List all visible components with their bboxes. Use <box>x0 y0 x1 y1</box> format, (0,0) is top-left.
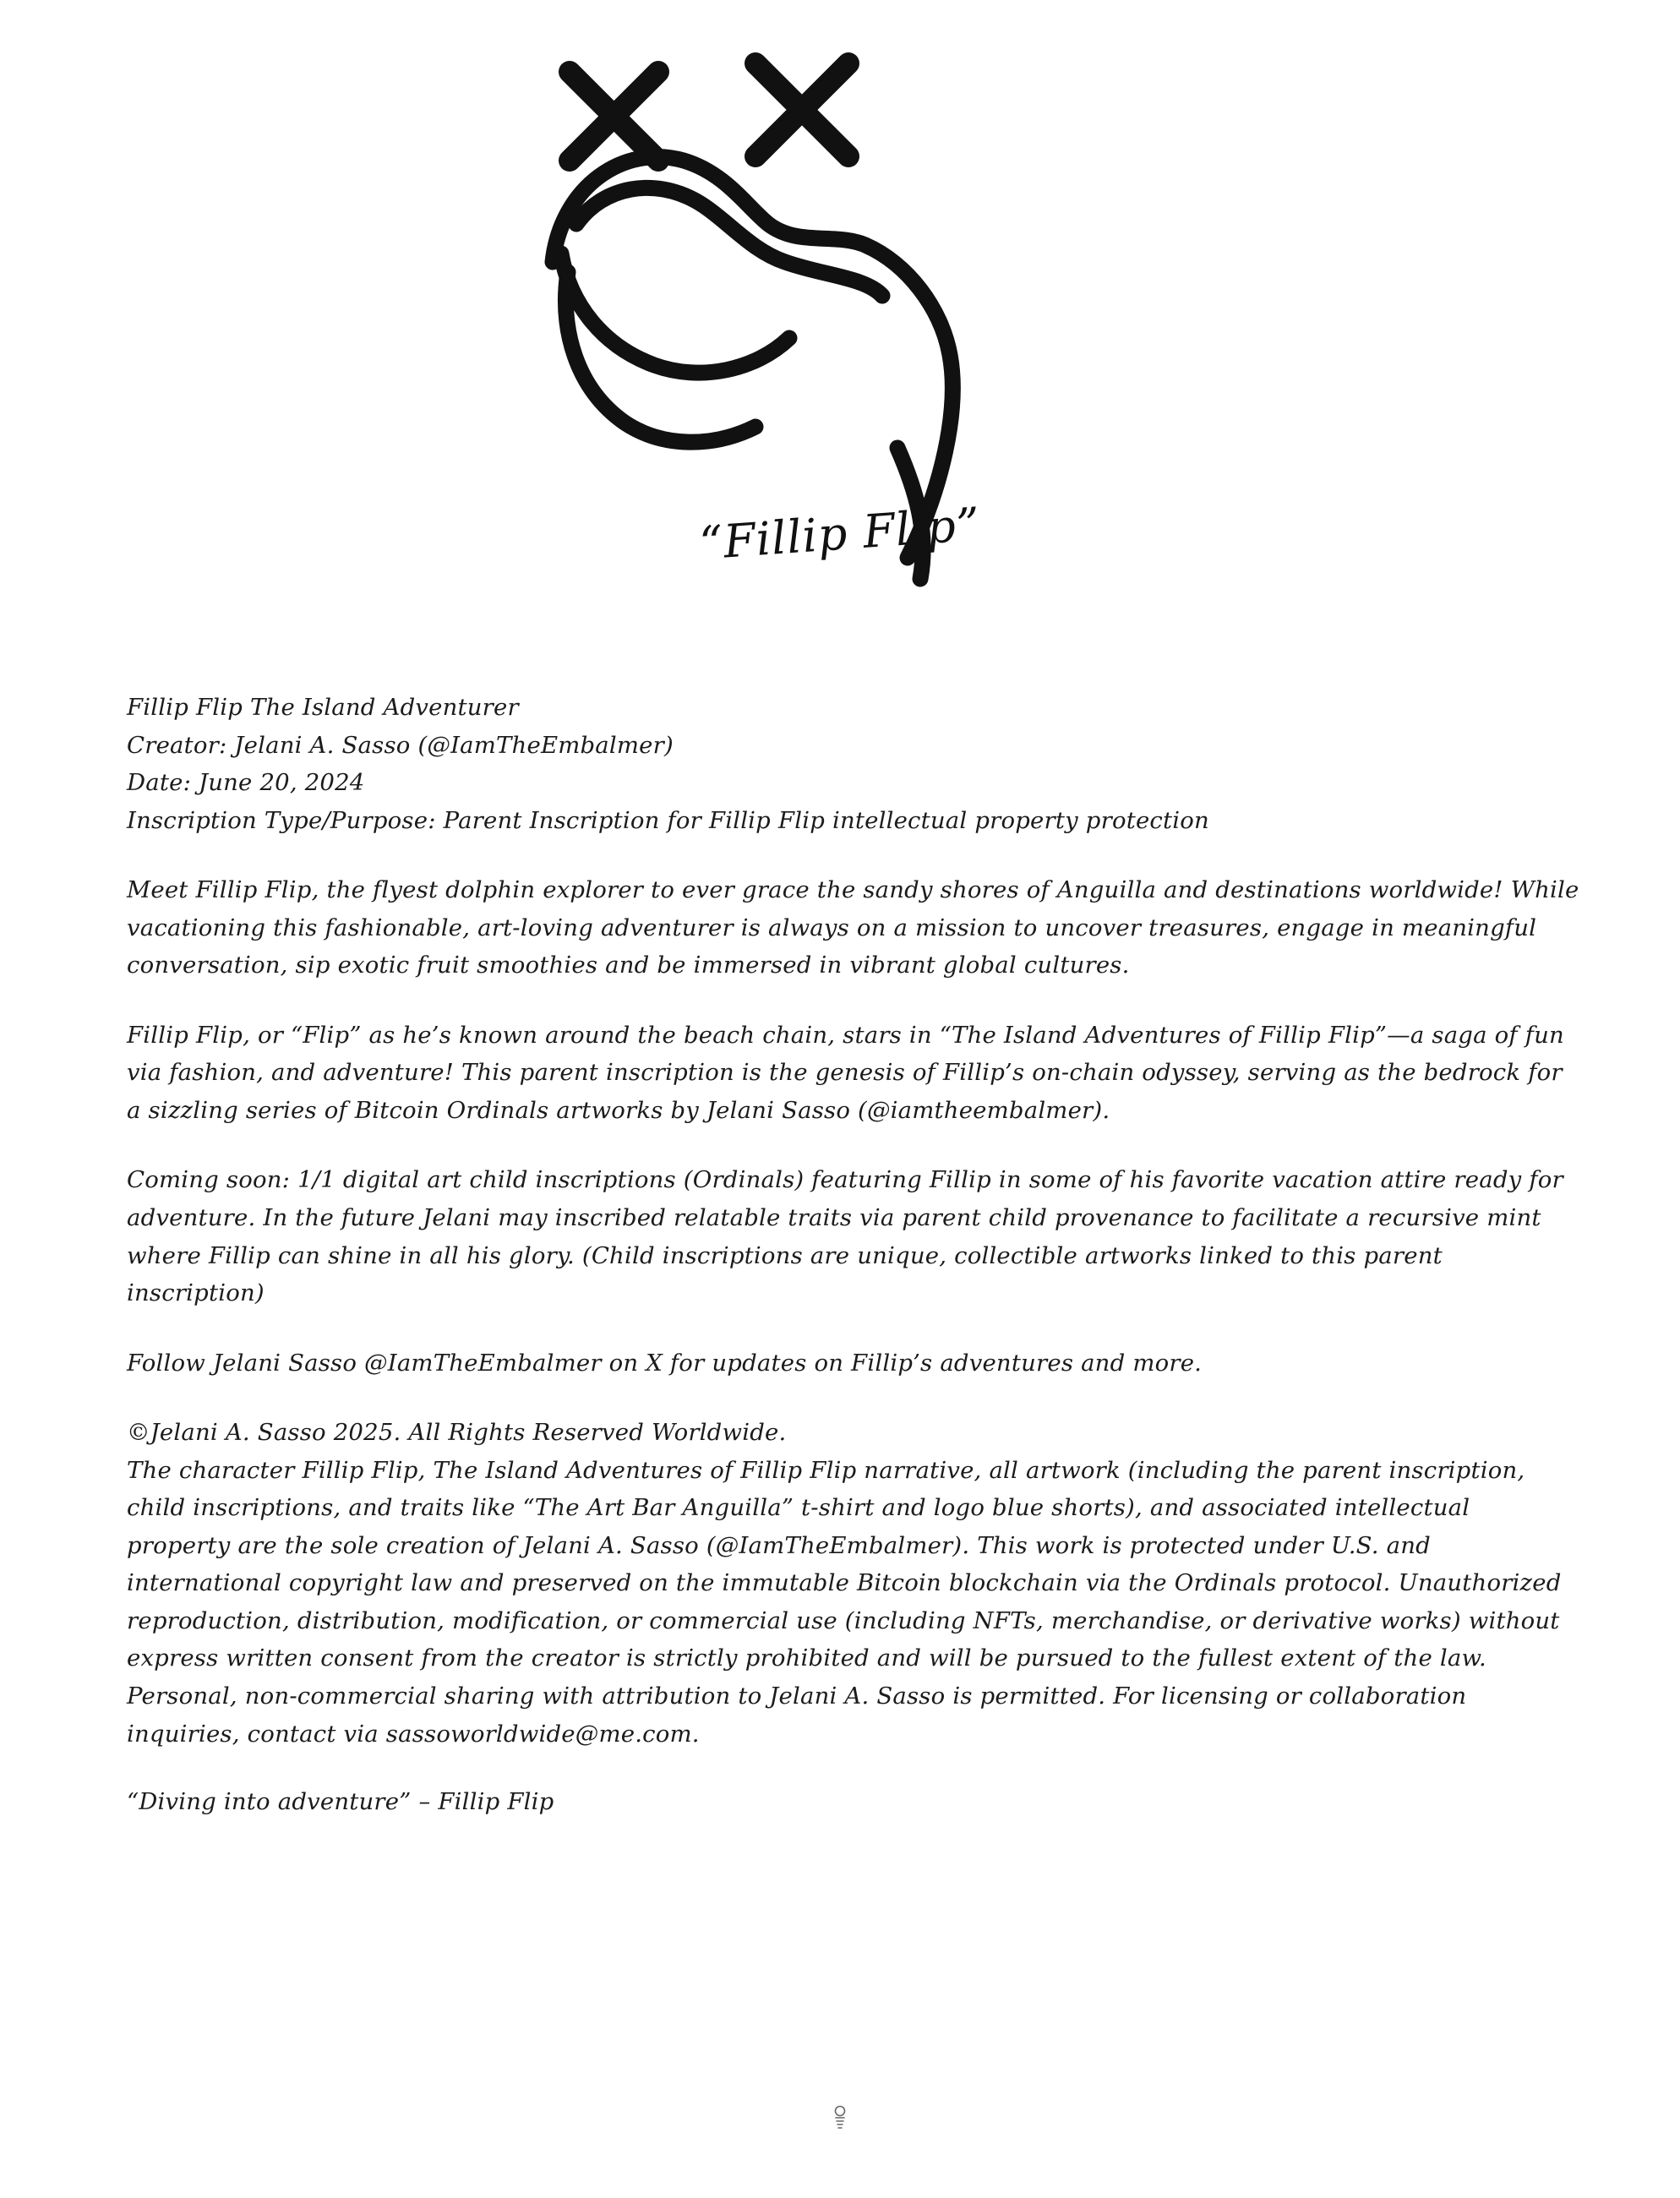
document-body <box>127 689 1580 1821</box>
metadata-block <box>127 689 1580 839</box>
doc-inscription-type: Inscription Type/Purpose: Parent Inscription for Fillip Flip intellectual property protection <box>127 806 1209 834</box>
logo-wordmark: “Fillip Flip” <box>697 497 983 570</box>
paragraph-coming-soon: Coming soon: 1/1 digital art child inscriptions (Ordinals) featuring Fillip in some of his favorite vacation attire ready for adventure. In the future Jelani may inscribed relatable traits via parent child provenance to facilitate a recursive mint where Fillip can shine in all his glory. (Child inscriptions are unique, collectible artworks linked to this parent inscription) <box>127 1166 1563 1307</box>
doc-title: Fillip Flip The Island Adventurer <box>127 694 519 721</box>
copyright-line: ©Jelani A. Sasso 2025. All Rights Reserved Worldwide. <box>127 1419 787 1447</box>
doc-date: Date: June 20, 2024 <box>127 769 365 797</box>
footer-mark-icon <box>829 2103 851 2132</box>
paragraph-follow: Follow Jelani Sasso @IamTheEmbalmer on X for updates on Fillip’s adventures and more. <box>127 1349 1203 1377</box>
paragraph-intro: Meet Fillip Flip, the flyest dolphin explorer to ever grace the sandy shores of Anguilla and destinations worldwide! While vacationing this fashionable, art-loving adventurer is always on a mission to uncover treasures, engage in meaningful conversation, sip exotic fruit smoothies and be immersed in vibrant global cultures. <box>127 876 1579 979</box>
paragraph-saga: Fillip Flip, or “Flip” as he’s known around the beach chain, stars in “The Island Adventures of Fillip Flip”—a saga of fun via fashion, and adventure! This parent inscription is the genesis of Fillip’s on-chain odyssey, serving as the bedrock for a sizzling series of Bitcoin Ordinals artworks by Jelani Sasso (@iamtheembalmer). <box>127 1021 1564 1124</box>
closing-quote: “Diving into adventure” – Fillip Flip <box>127 1788 554 1816</box>
legal-notice: The character Fillip Flip, The Island Adventures of Fillip Flip narrative, all artwork (including the parent inscription, child inscriptions, and traits like “The Art Bar Anguilla” t-shirt and logo blue shorts), and associated intellectual property are the sole creation of Jelani A. Sasso (@IamTheEmbalmer). This work is protected under U.S. and international copyright law and preserved on the immutable Bitcoin blockchain via the Ordinals protocol. Unauthorized reproduction, distribution, modification, or commercial use (including NFTs, merchandise, or derivative works) without express written consent from the creator is strictly prohibited and will be pursued to the fullest extent of the law. Personal, non-commercial sharing with attribution to Jelani A. Sasso is permitted. For licensing or collaboration inquiries, contact via sassoworldwide@me.com. <box>127 1456 1562 1748</box>
doc-creator: Creator: Jelani A. Sasso (@IamTheEmbalmer) <box>127 731 674 759</box>
